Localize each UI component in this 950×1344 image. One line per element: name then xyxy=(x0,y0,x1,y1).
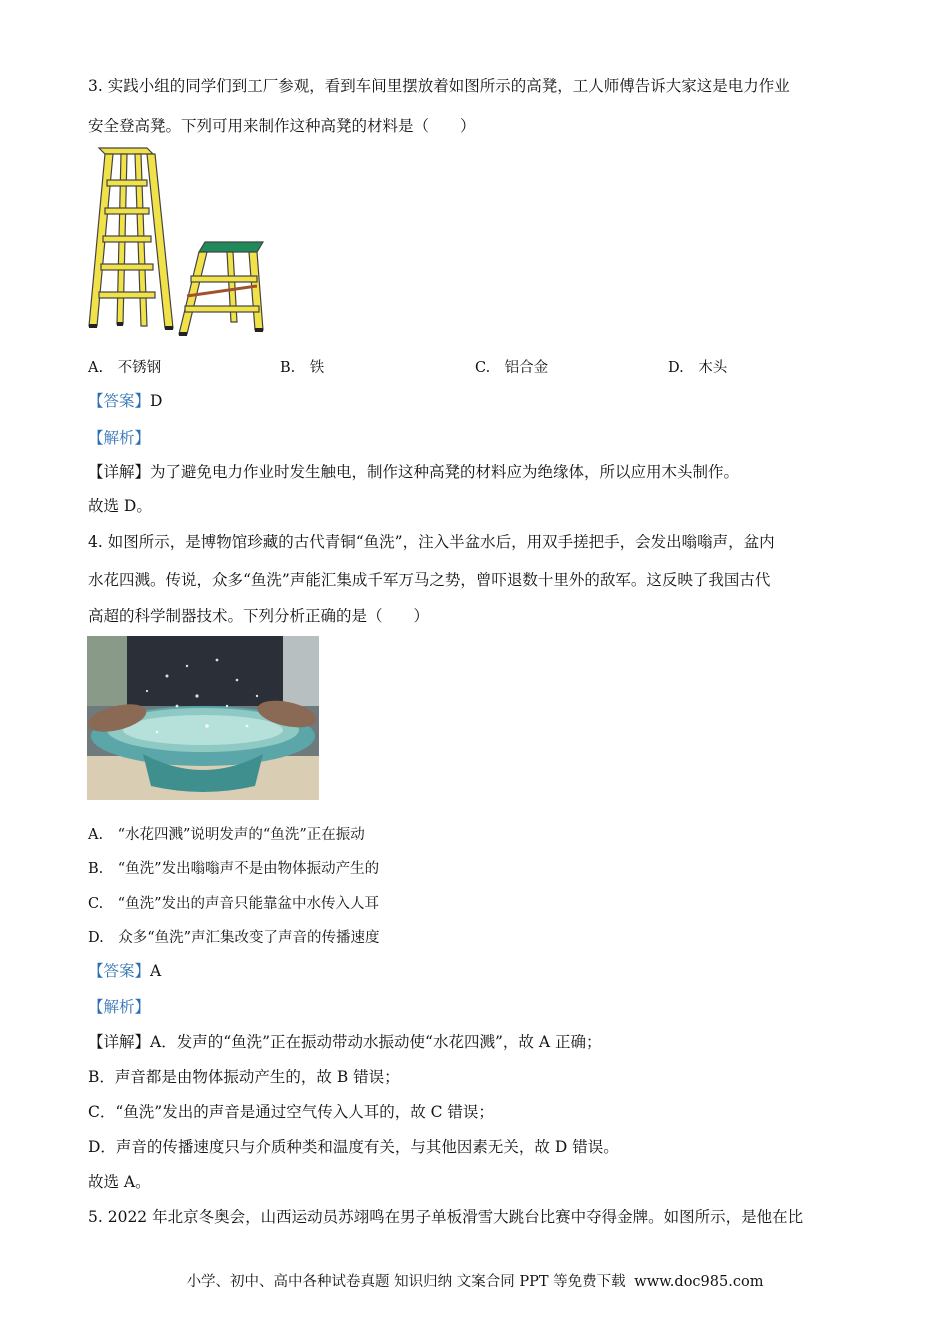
q4-detail-a xyxy=(88,1032,601,1052)
q4-detail-c: C．“鱼洗”发出的声音是通过空气传入人耳的，故 C 错误； xyxy=(88,1103,494,1121)
q4-option-d: D. 众多“鱼洗”声汇集改变了声音的传播速度 xyxy=(88,930,380,946)
q4-option-b: B. “鱼洗”发出嗡嗡声不是由物体振动产生的 xyxy=(88,861,380,877)
q5-stem-line1: 5. 2022 年北京冬奥会，山西运动员苏翊鸣在男子单板滑雪大跳台比赛中夺得金牌。如图所示，是他在比 xyxy=(88,1208,804,1226)
q4-stem-line3: 高超的科学制器技术。下列分析正确的是（ ） xyxy=(88,607,430,625)
q4-detail-a-text: A．发声的“鱼洗”正在振动带动水振动使“水花四溅”，故 A 正确； xyxy=(150,1033,602,1051)
q3-answer-tag: 【答案】 xyxy=(88,392,151,410)
q3-analysis-tag xyxy=(88,428,150,448)
q4-analysis-tag xyxy=(88,997,150,1017)
q4-answer-value: A xyxy=(150,962,162,980)
q4-answer-tag: 【答案】 xyxy=(88,962,151,980)
q3-detail xyxy=(88,462,739,482)
q4-stem-line2: 水花四溅。传说，众多“鱼洗”声能汇集成千军万马之势，曾吓退数十里外的敌军。这反映了我国古代 xyxy=(88,571,771,589)
q3-option-b: B. 铁 xyxy=(280,360,325,376)
q3-option-c: C. 铝合金 xyxy=(475,360,549,376)
q3-stem-line2: 安全登高凳。下列可用来制作这种高凳的材料是（ ） xyxy=(88,117,476,135)
q3-option-a: A. 不锈钢 xyxy=(88,360,162,376)
q4-conclusion: 故选 A。 xyxy=(88,1173,151,1191)
q3-option-d: D. 木头 xyxy=(668,360,728,376)
q4-detail-d: D．声音的传播速度只与介质种类和温度有关，与其他因素无关，故 D 错误。 xyxy=(88,1138,619,1156)
q4-answer xyxy=(88,961,161,981)
q4-stem-line1: 4. 如图所示，是博物馆珍藏的古代青铜“鱼洗”，注入半盆水后，用双手搓把手，会发出嗡嗡声，盆内 xyxy=(88,533,775,551)
fish-basin-photo xyxy=(87,636,319,800)
q3-stem-line1: 3. 实践小组的同学们到工厂参观，看到车间里摆放着如图所示的高凳，工人师傅告诉大家这是电力作业 xyxy=(88,77,790,95)
q4-option-a: A. “水花四溅”说明发声的“鱼洗”正在振动 xyxy=(88,827,365,843)
q3-answer xyxy=(88,391,162,411)
q3-answer-value: D xyxy=(150,392,163,410)
q4-analysis-label: 【解析】 xyxy=(88,998,151,1016)
safety-stool-image xyxy=(87,146,267,344)
footer-text: 小学、初中、高中各种试卷真题 知识归纳 文案合同 PPT 等免费下载 xyxy=(186,1274,626,1290)
page-footer xyxy=(0,1270,950,1291)
q4-detail-b: B．声音都是由物体振动产生的，故 B 错误； xyxy=(88,1068,400,1086)
q3-detail-tag: 【详解】 xyxy=(88,463,151,481)
q3-detail-text: 为了避免电力作业时发生触电，制作这种高凳的材料应为绝缘体，所以应用木头制作。 xyxy=(150,463,740,481)
footer-url[interactable]: www.doc985.com xyxy=(634,1274,764,1290)
q3-conclusion: 故选 D。 xyxy=(88,497,152,515)
q3-analysis-label: 【解析】 xyxy=(88,429,151,447)
q4-option-c: C. “鱼洗”发出的声音只能靠盆中水传入人耳 xyxy=(88,896,380,912)
q4-detail-tag: 【详解】 xyxy=(88,1033,151,1051)
